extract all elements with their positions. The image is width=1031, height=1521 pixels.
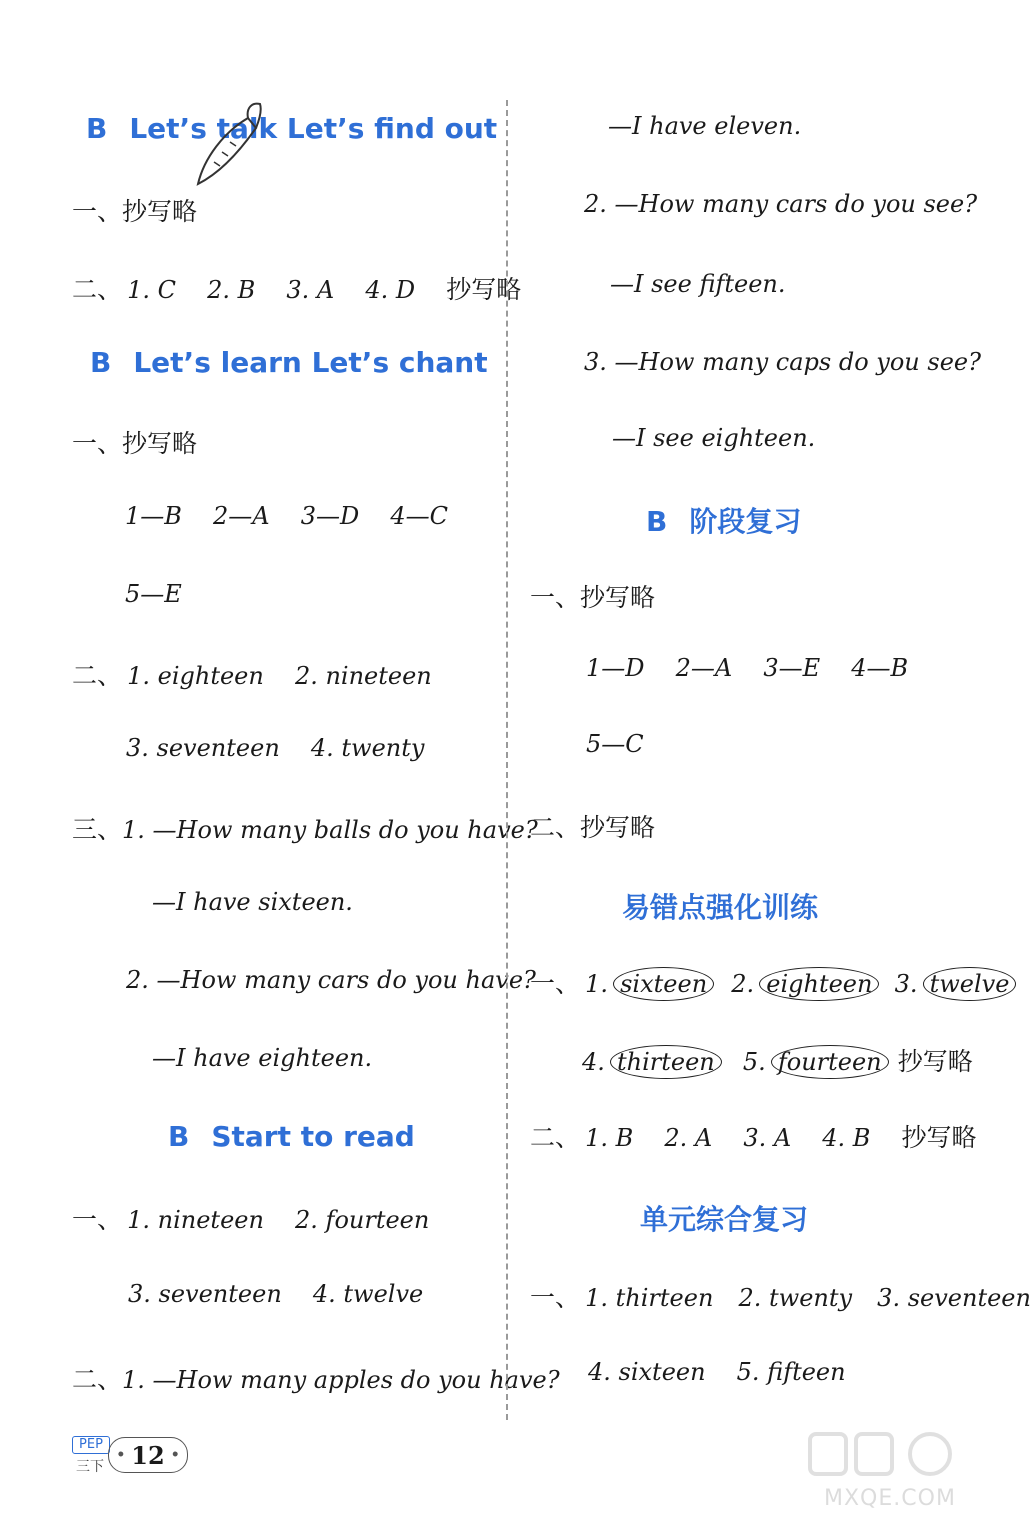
answer-label: 1. (585, 970, 609, 998)
series-badge: PEP (72, 1436, 110, 1454)
answer-item: 4. D (365, 276, 416, 304)
answer-item: 5. fifteen (736, 1358, 846, 1386)
answer-item: 2. fourteen (295, 1206, 430, 1234)
answer-item: 4. sixteen (588, 1358, 706, 1386)
dot-icon: • (116, 1447, 126, 1463)
answer-line (126, 734, 424, 762)
heading-title: 易错点强化训练 (622, 891, 819, 924)
answer-item: 5—C (586, 730, 644, 758)
answer-line (125, 502, 448, 530)
answer-line (72, 1200, 429, 1236)
question-number: 一、 (72, 1205, 123, 1234)
column-divider (506, 100, 508, 1420)
answer-text: 抄写略 (122, 197, 198, 226)
answer-text: —I have sixteen. (152, 888, 353, 916)
section-heading-learn (90, 346, 488, 379)
answer-line (530, 1118, 977, 1154)
answer-line (612, 424, 815, 452)
answer-item: 3—E (763, 654, 821, 682)
question-number: 二、 (530, 1123, 581, 1152)
answer-item: 2. B (207, 276, 256, 304)
answer-text: 2. —How many cars do you see? (584, 190, 978, 218)
answer-label: 3. (894, 970, 918, 998)
answer-item: 3. A (286, 276, 335, 304)
answer-text: —I see fifteen. (610, 270, 786, 298)
answer-line (72, 192, 197, 228)
answer-item: 4. twenty (310, 734, 425, 762)
carrot-icon (190, 98, 270, 192)
answer-line (152, 888, 353, 916)
answer-line (72, 656, 432, 692)
section-heading-error-training (622, 886, 818, 926)
answer-item: 2—A (675, 654, 733, 682)
answer-item: 3—D (300, 502, 360, 530)
answer-line (125, 580, 182, 608)
heading-letter: B (86, 112, 108, 145)
answer-item: 4—C (390, 502, 448, 530)
answer-line (72, 270, 521, 306)
circled-word: thirteen (610, 1045, 722, 1079)
answer-item: 3. seventeen (126, 734, 280, 762)
answer-text: 抄写略 (897, 1047, 973, 1076)
answer-text: —I see eighteen. (612, 424, 816, 452)
circled-word: fourteen (771, 1045, 889, 1079)
answer-line (582, 1042, 973, 1079)
answer-line (72, 424, 197, 460)
answer-line (152, 1044, 372, 1072)
answer-line (584, 190, 977, 218)
question-number: 一、 (530, 583, 581, 612)
answer-line (586, 654, 908, 682)
watermark-text: MXQE.COM (824, 1486, 956, 1511)
answer-text: 抄写略 (580, 813, 656, 842)
question-number: 一、 (72, 429, 123, 458)
section-heading-stage-review (646, 500, 801, 540)
answer-item: 抄写略 (901, 1123, 977, 1152)
answer-line (128, 1280, 423, 1308)
answer-item: 2. twenty (738, 1284, 853, 1312)
answer-text: 抄写略 (122, 429, 198, 458)
dot-icon: • (170, 1447, 180, 1463)
answer-item: 5—E (125, 580, 182, 608)
answer-item: 3. A (743, 1124, 792, 1152)
section-heading-talk (86, 112, 497, 145)
question-number: 二、 (72, 275, 123, 304)
answer-item: 1. C (127, 276, 176, 304)
answer-line (72, 810, 538, 846)
answer-item: 1. thirteen (585, 1284, 714, 1312)
answer-item: 3. seventeen (128, 1280, 282, 1308)
answer-item: 抄写略 (446, 275, 522, 304)
page-number-text: 12 (131, 1440, 165, 1470)
answer-label: 4. (582, 1048, 605, 1076)
answer-line (530, 808, 655, 844)
question-number: 一、 (72, 197, 123, 226)
question-number: 一、 (530, 969, 581, 998)
answer-text: 1. —How many apples do you have? (122, 1366, 560, 1394)
circled-word: sixteen (613, 967, 714, 1001)
heading-title: Let’s learn Let’s chant (133, 346, 488, 379)
answer-line (530, 578, 655, 614)
answer-item: 1. nineteen (127, 1206, 264, 1234)
answer-line (610, 270, 786, 298)
answer-label: 2. (731, 970, 755, 998)
heading-title: Let’s talk Let’s find out (129, 112, 498, 145)
heading-letter: B (90, 346, 112, 379)
answer-item: 2—A (213, 502, 270, 530)
heading-title: Start to read (211, 1120, 415, 1153)
section-heading-read (168, 1120, 415, 1153)
answer-line (72, 1360, 560, 1396)
grade-label: 三下 (76, 1459, 104, 1475)
section-heading-unit-review (640, 1198, 808, 1238)
answer-item: 1—D (586, 654, 645, 682)
answer-item: 1—B (125, 502, 182, 530)
question-number: 二、 (72, 1365, 123, 1394)
answer-line (530, 1278, 1031, 1314)
watermark-logo-icon (800, 1426, 980, 1486)
heading-letter: B (168, 1120, 190, 1153)
answer-text: 1. —How many balls do you have? (122, 816, 538, 844)
heading-title: 单元综合复习 (640, 1203, 809, 1236)
answer-item: 1. eighteen (127, 662, 264, 690)
answer-text: —I have eleven. (608, 112, 802, 140)
heading-title: 阶段复习 (689, 505, 802, 538)
question-number: 一、 (530, 1283, 581, 1312)
answer-line (584, 348, 981, 376)
answer-item: 4—B (851, 654, 909, 682)
question-number: 二、 (72, 661, 123, 690)
answer-line (586, 730, 644, 758)
question-number: 二、 (530, 813, 581, 842)
answer-text: 3. —How many caps do you see? (584, 348, 981, 376)
heading-letter: B (646, 505, 668, 538)
answer-item: 3. seventeen (877, 1284, 1031, 1312)
page-number (108, 1437, 188, 1473)
answer-line (608, 112, 801, 140)
answer-line (530, 964, 1016, 1001)
answer-item: 4. B (822, 1124, 871, 1152)
answer-item: 2. nineteen (294, 662, 432, 690)
answer-text: 2. —How many cars do you have? (126, 966, 536, 994)
answer-item: 2. A (664, 1124, 713, 1152)
answer-line (588, 1358, 846, 1386)
answer-line (126, 966, 536, 994)
circled-word: eighteen (759, 967, 879, 1001)
answer-text: —I have eighteen. (152, 1044, 373, 1072)
answer-label: 5. (742, 1048, 766, 1076)
answer-item: 1. B (585, 1124, 634, 1152)
answer-item: 4. twelve (312, 1280, 424, 1308)
circled-word: twelve (923, 967, 1017, 1001)
answer-text: 抄写略 (580, 583, 656, 612)
watermark (800, 1426, 980, 1516)
question-number: 三、 (72, 815, 123, 844)
